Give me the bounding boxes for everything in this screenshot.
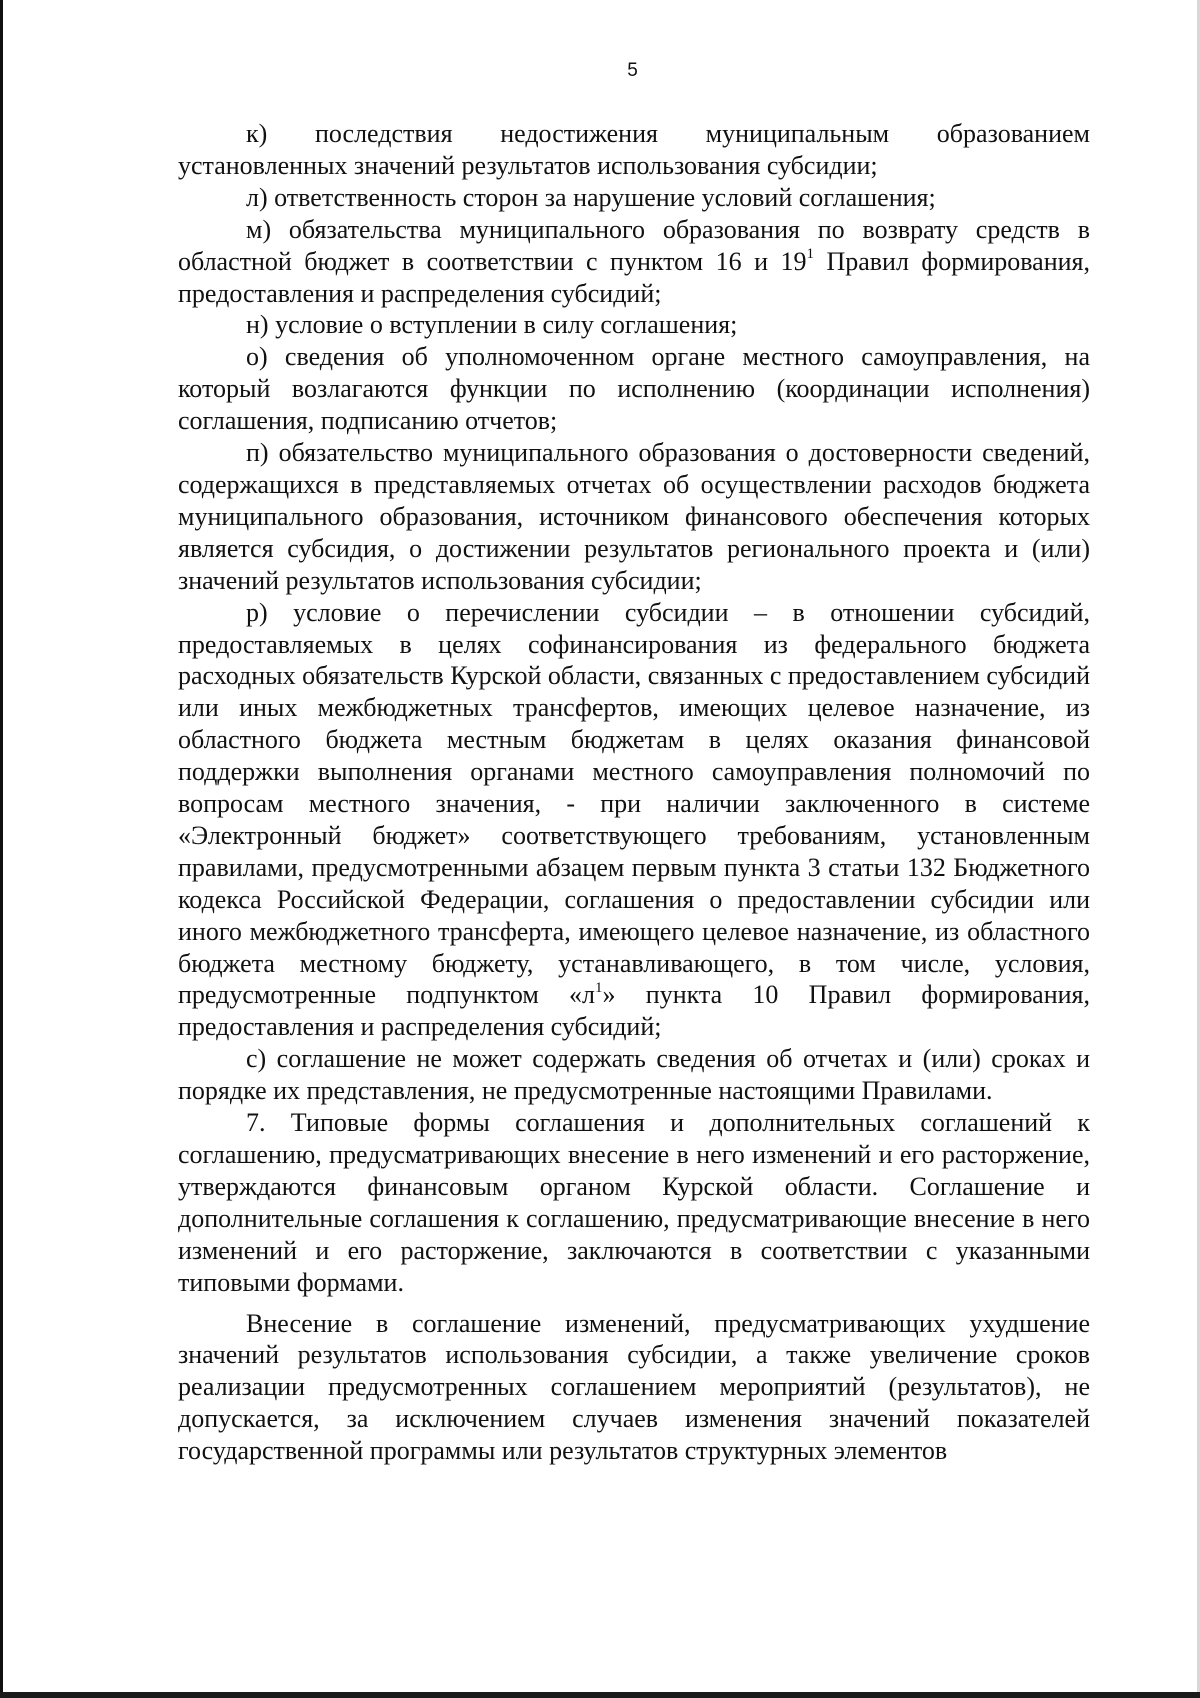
paragraph-p: п) обязательство муниципального образования о достоверности сведений, содержащихся в представляемых отчетах об осуществлении расходов бюджета муниципального образования, источником финансового обеспечения которых является субсидия, о достижении результатов регионального проекта и (или) значений результатов использования субсидии; bbox=[178, 438, 1090, 595]
footnote-superscript: 1 bbox=[595, 979, 603, 996]
paragraph-o: о) сведения об уполномоченном органе местного самоуправления, на который возлагаются функции по исполнению (координации исполнения) соглашения, подписанию отчетов; bbox=[178, 342, 1090, 436]
scan-edge-left bbox=[0, 0, 3, 1698]
paragraph-m-text: м) обязательства муниципального образования по возврату средств в областной бюджет в соответствии с пунктом 16 и 19 bbox=[178, 214, 1090, 276]
paragraph-r bbox=[178, 597, 1090, 1044]
paragraph-m bbox=[178, 214, 1090, 310]
paragraph-item-7: 7. Типовые формы соглашения и дополнительных соглашений к соглашению, предусматривающих внесение в него изменений и его расторжение, утверждаются финансовым органом Курской области. Соглашение и дополнительные соглашения к соглашению, предусматривающие внесение в него изменений и его расторжение, заключаются в соответствии с указанными типовыми формами. bbox=[178, 1108, 1090, 1297]
paragraph-r-text: р) условие о перечислении субсидии – в отношении субсидий, предоставляемых в целях софинансирования из федерального бюджета расходных обязательств Курской области, связанных с предоставлением субсидий или иных межбюджетных трансфертов, имеющих целевое назначение, из областного бюджета местным бюджетам в целях оказания финансовой поддержки выполнения органами местного самоуправления полномочий по вопросам местного значения, - при наличии заключенного в системе «Электронный бюджет» соответствующего требованиям, установленным правилами, предусмотренными абзацем первым пункта 3 статьи 132 Бюджетного кодекса Российской Федерации, соглашения о предоставлении субсидии или иного межбюджетного трансферта, имеющего целевое назначение, из областного бюджета местному бюджету, устанавливающего, в том числе, условия, предусмотренные подпунктом «л bbox=[178, 597, 1090, 1010]
scan-edge-bottom bbox=[0, 1692, 1200, 1698]
paragraph-amendments: Внесение в соглашение изменений, предусматривающих ухудшение значений результатов использования субсидии, а также увеличение сроков реализации предусмотренных соглашением мероприятий (результатов), не допускается, за исключением случаев изменения значений показателей государственной программы или результатов структурных элементов bbox=[178, 1308, 1090, 1466]
document-body bbox=[178, 118, 1090, 1467]
paragraph-l: л) ответственность сторон за нарушение условий соглашения; bbox=[246, 182, 936, 212]
paragraph-n: н) условие о вступлении в силу соглашения; bbox=[246, 310, 738, 340]
paragraph-r-text-end: » пункта 10 Правил формирования, предоставления и распределения субсидий; bbox=[178, 980, 1090, 1042]
page-number: 5 bbox=[627, 60, 638, 81]
paragraph-k: к) последствия недостижения муниципальным образованием установленных значений результатов использования субсидии; bbox=[178, 119, 1090, 180]
paragraph-s: с) соглашение не может содержать сведения об отчетах и (или) сроках и порядке их представления, не предусмотренные настоящими Правилами. bbox=[178, 1044, 1090, 1106]
paragraph-m-text-end: Правил формирования, предоставления и распределения субсидий; bbox=[178, 246, 1091, 308]
footnote-superscript: 1 bbox=[806, 245, 814, 262]
